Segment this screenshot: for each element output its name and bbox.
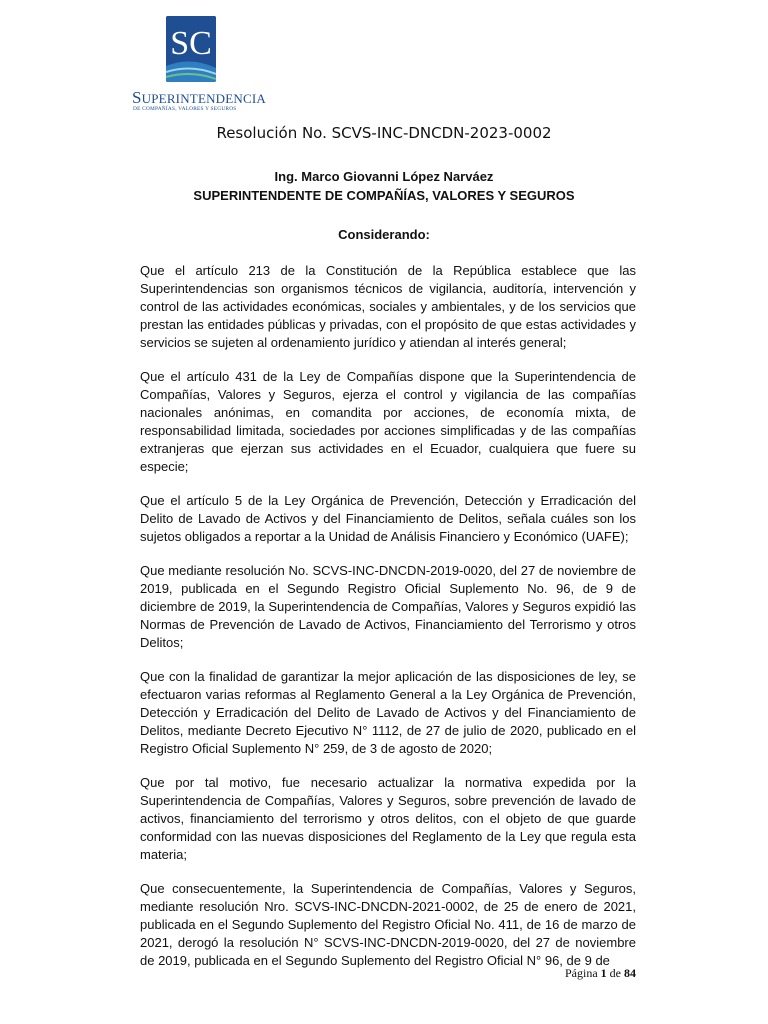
considering-heading: Considerando: [338,227,430,242]
page-number: 1 [600,966,607,980]
sc-emblem-icon [166,16,216,82]
paragraph: Que mediante resolución No. SCVS-INC-DNCDN-2019-0020, del 27 de noviembre de 2019, publicada en el Segundo Registro Oficial Suplemento No. 96, de 9 de diciembre de 2019, la Superintendencia de Compañías, Valores y Seguros expidió las Normas de Prevención de Lavado de Activos, Financiamiento del Terrorismo y otros Delitos; [140,563,636,650]
page-word: Página [565,966,598,980]
logo-subtitle: DE COMPAÑÍAS, VALORES Y SEGUROS [133,106,237,112]
document-body [140,262,636,986]
signer-name: Ing. Marco Giovanni López Narváez [274,169,494,184]
superintendencia-logo [132,16,266,112]
paragraph: Que el artículo 213 de la Constitución de la República establece que las Superintendencias son organismos técnicos de vigilancia, auditoría, intervención y control de las actividades económicas, sociales y ambientales, y de los servicios que prestan las entidades públicas y privadas, con el propósito de que estas actividades y servicios se sujeten al ordenamiento jurídico y atiendan al interés general; [140,263,636,350]
page-number-footer [565,966,636,981]
logo-initials: SC [170,25,212,62]
paragraph: Que con la finalidad de garantizar la mejor aplicación de las disposiciones de ley, se efectuaron varias reformas al Reglamento General a la Ley Orgánica de Prevención, Detección y Erradicación del Delito de Lavado de Activos y del Financiamiento de Delitos, mediante Decreto Ejecutivo N° 1112, de 27 de julio de 2020, publicado en el Registro Oficial Suplemento N° 259, de 3 de agosto de 2020; [140,669,636,756]
logo-name: SUPERINTENDENCIA [132,88,266,107]
signer-title: SUPERINTENDENTE DE COMPAÑÍAS, VALORES Y SEGUROS [193,188,575,203]
of-word: de [609,966,621,980]
paragraph: Que por tal motivo, fue necesario actualizar la normativa expedida por la Superintendencia de Compañías, Valores y Seguros, sobre prevención de lavado de activos, financiamiento del terrorismo y otros delitos, con el objeto de que guarde conformidad con las nuevas disposiciones del Reglamento de la Ley que regula esta materia; [140,775,636,862]
paragraph: Que consecuentemente, la Superintendencia de Compañías, Valores y Seguros, mediante resolución Nro. SCVS-INC-DNCDN-2021-0002, de 25 de enero de 2021, publicada en el Segundo Suplemento del Registro Oficial No. 411, de 16 de marzo de 2021, derogó la resolución N° SCVS-INC-DNCDN-2019-0020, del 27 de noviembre de 2019, publicada en el Segundo Suplemento del Registro Oficial N° 96, de 9 de [140,881,636,968]
resolution-title: Resolución No. SCVS-INC-DNCDN-2023-0002 [216,124,552,142]
paragraph: Que el artículo 431 de la Ley de Compañías dispone que la Superintendencia de Compañías, Valores y Seguros, ejerza el control y vigilancia de las compañías nacionales anónimas, en comandita por acciones, de economía mixta, de responsabilidad limitada, sociedades por acciones simplificadas y de las compañías extranjeras que ejerzan sus actividades en el Ecuador, cualquiera que fuere su especie; [140,369,636,474]
total-pages: 84 [624,966,636,980]
paragraph: Que el artículo 5 de la Ley Orgánica de Prevención, Detección y Erradicación del Delito de Lavado de Activos y del Financiamiento de Delitos, señala cuáles son los sujetos obligados a reportar a la Unidad de Análisis Financiero y Económico (UAFE); [140,493,636,544]
